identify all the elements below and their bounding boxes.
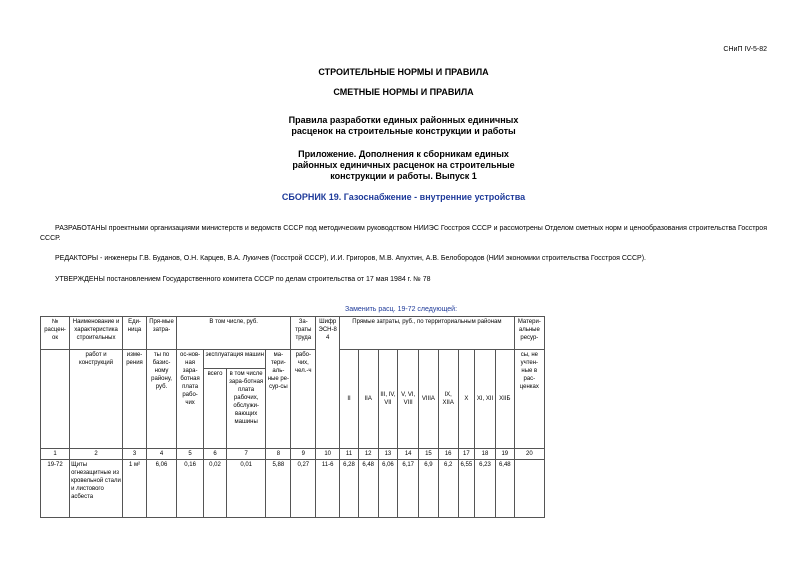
header-including: В том числе, руб. bbox=[177, 317, 291, 350]
header-region-ii: II bbox=[340, 350, 359, 449]
column-number: 10 bbox=[316, 449, 340, 460]
row-region-value: 6,48 bbox=[358, 460, 378, 518]
row-cipher: 11-6 bbox=[316, 460, 340, 518]
header-materials: ма-тери-аль-ные ре-сур-сы bbox=[266, 350, 291, 449]
header-machines: эксплуатация машин bbox=[204, 350, 266, 369]
title-main: СТРОИТЕЛЬНЫЕ НОРМЫ И ПРАВИЛА bbox=[318, 67, 489, 77]
header-regions: Прямые затраты, руб., по территориальным районам bbox=[340, 317, 515, 350]
title-rules-line: расценок на строительные конструкции и работы bbox=[291, 126, 516, 136]
replace-note: Заменить расц. 19-72 следующей: bbox=[345, 306, 458, 313]
column-number: 16 bbox=[438, 449, 458, 460]
collection-title: СБОРНИК 19. Газоснабжение - внутренние устройства bbox=[281, 192, 526, 202]
column-number: 6 bbox=[204, 449, 227, 460]
row-machines-total: 0,02 bbox=[204, 460, 227, 518]
title-appendix-line: Приложение. Дополнения к сборникам единых bbox=[298, 149, 509, 159]
row-name: Щиты огнезащитные из кровельной стали и листового асбеста bbox=[70, 460, 123, 518]
title-appendix-line: районных единичных расценок на строительные bbox=[292, 160, 515, 170]
column-number: 9 bbox=[291, 449, 316, 460]
rates-table bbox=[40, 316, 545, 518]
row-code: 19-72 bbox=[41, 460, 70, 518]
header-resources-bottom: сы, не учтен-ные в рас-ценках bbox=[514, 350, 544, 449]
header-region-iii-iv-vii: III, IV, VII bbox=[378, 350, 398, 449]
header-region-xi-xii: XI, XII bbox=[475, 350, 496, 449]
row-materials: 5,88 bbox=[266, 460, 291, 518]
developed-paragraph: РАЗРАБОТАНЫ проектными организациями министерств и ведомств СССР под методическим руководством НИИЭС Госстроя СССР и рассмотрены Отделом сметных норм и ценообразования строительства Госстроя СССР. bbox=[40, 225, 767, 242]
title-rules bbox=[0, 115, 807, 137]
column-number: 17 bbox=[458, 449, 475, 460]
column-number: 13 bbox=[378, 449, 398, 460]
row-region-value: 6,48 bbox=[495, 460, 514, 518]
column-number: 19 bbox=[495, 449, 514, 460]
table-row bbox=[41, 460, 545, 518]
row-region-value: 6,28 bbox=[340, 460, 359, 518]
title-rules-line: Правила разработки единых районных единичных bbox=[288, 115, 519, 125]
column-number: 11 bbox=[340, 449, 359, 460]
column-number: 2 bbox=[70, 449, 123, 460]
column-number: 14 bbox=[398, 449, 419, 460]
header-region-ix-xiia: IX, XIIА bbox=[438, 350, 458, 449]
header-region-iia: IIА bbox=[358, 350, 378, 449]
header-unit-top: Еди-ница bbox=[123, 317, 147, 350]
row-region-value: 6,55 bbox=[458, 460, 475, 518]
column-number: 12 bbox=[358, 449, 378, 460]
header-region-x: X bbox=[458, 350, 475, 449]
row-resources bbox=[514, 460, 544, 518]
header-region-v-vi-viii: V, VI, VIII bbox=[398, 350, 419, 449]
header-rate-number-cont bbox=[41, 350, 70, 449]
row-region-value: 6,06 bbox=[378, 460, 398, 518]
column-number: 4 bbox=[146, 449, 176, 460]
title-appendix-line: конструкции и работы. Выпуск 1 bbox=[330, 171, 477, 181]
header-labor-bottom: рабо-чих, чел.-ч bbox=[291, 350, 316, 449]
column-number: 18 bbox=[475, 449, 496, 460]
header-labor-top: За-траты труда bbox=[291, 317, 316, 350]
row-machines-wage: 0,01 bbox=[226, 460, 265, 518]
row-labor: 0,27 bbox=[291, 460, 316, 518]
row-region-value: 6,9 bbox=[419, 460, 439, 518]
column-number: 5 bbox=[177, 449, 204, 460]
header-region-xiib: XIIБ bbox=[495, 350, 514, 449]
column-number: 1 bbox=[41, 449, 70, 460]
header-cipher: Шифр ЭСН-84 bbox=[316, 317, 340, 449]
header-resources-top: Матери-альные ресур- bbox=[514, 317, 544, 350]
row-region-value: 6,2 bbox=[438, 460, 458, 518]
header-rate-number: № расцен-ок bbox=[41, 317, 70, 350]
row-unit: 1 м² bbox=[123, 460, 147, 518]
title-sub: СМЕТНЫЕ НОРМЫ И ПРАВИЛА bbox=[333, 87, 474, 97]
header-main-wage: ос-нов-ная зара-ботная плата рабо-чих bbox=[177, 350, 204, 449]
approved-paragraph: УТВЕРЖДЕНЫ постановлением Государственного комитета СССР по делам строительства от 17 мая 1984 г. № 78 bbox=[55, 276, 431, 283]
editors-paragraph: РЕДАКТОРЫ - инженеры Г.В. Буданов, О.Н. Карцев, В.А. Лукичев (Госстрой СССР), И.И. Григоров, М.В. Апухтин, А.В. Белобородов (НИИ экономики строительства Госстроя СССР). bbox=[55, 255, 646, 262]
column-number: 15 bbox=[419, 449, 439, 460]
header-work-name-top: Наименование и характеристика строительных bbox=[70, 317, 123, 350]
header-direct-bottom: ты по базис-ному району, руб. bbox=[146, 350, 176, 449]
title-appendix bbox=[0, 149, 807, 182]
row-direct: 6,06 bbox=[146, 460, 176, 518]
header-machines-total: всего bbox=[204, 369, 227, 449]
header-work-name-bottom: работ и конструкций bbox=[70, 350, 123, 449]
column-number: 8 bbox=[266, 449, 291, 460]
row-region-value: 6,17 bbox=[398, 460, 419, 518]
row-region-value: 6,23 bbox=[475, 460, 496, 518]
document-code: СНиП IV-5-82 bbox=[723, 46, 767, 53]
header-direct-top: Пря-мые затра- bbox=[146, 317, 176, 350]
column-number: 3 bbox=[123, 449, 147, 460]
header-unit-bottom: изме-рения bbox=[123, 350, 147, 449]
column-number: 20 bbox=[514, 449, 544, 460]
row-main-wage: 0,16 bbox=[177, 460, 204, 518]
column-number: 7 bbox=[226, 449, 265, 460]
header-region-viiia: VIIIА bbox=[419, 350, 439, 449]
header-machines-wage: в том числе зара-ботная плата рабочих, обслужи-вающих машины bbox=[226, 369, 265, 449]
